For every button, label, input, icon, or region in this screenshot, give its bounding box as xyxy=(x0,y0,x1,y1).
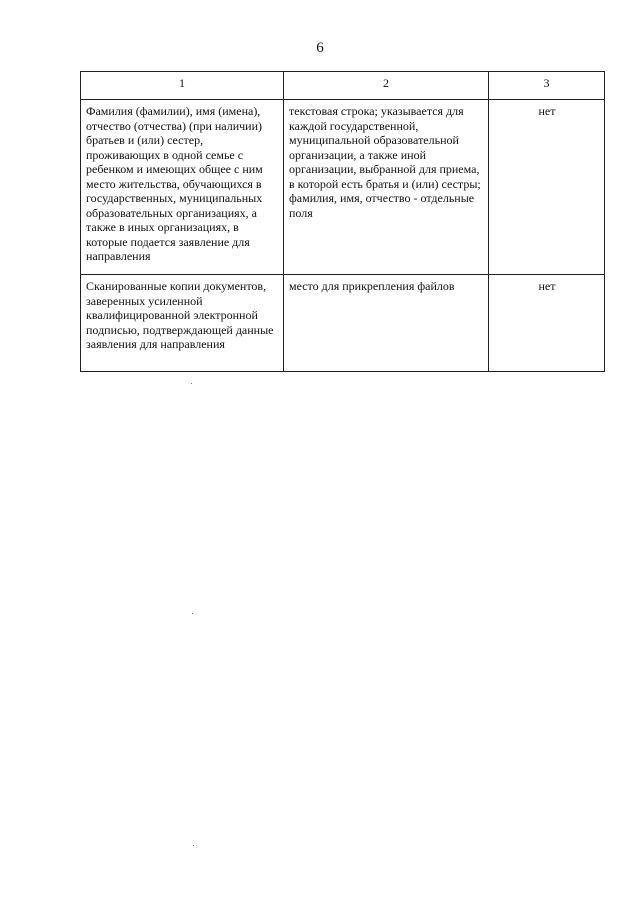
header-column-3: 3 xyxy=(489,72,605,100)
row-2-required: нет xyxy=(489,275,605,372)
header-column-1: 1 xyxy=(81,72,284,100)
scan-speck xyxy=(193,845,194,846)
data-table xyxy=(80,71,605,372)
header-column-2: 2 xyxy=(284,72,489,100)
table-row xyxy=(81,275,605,372)
page-number: 6 xyxy=(316,40,324,56)
row-1-field-name: Фамилия (фамилии), имя (имена), отчество (отчества) (при наличии) братьев и (или) сестер, проживающих в одной семье с ребенком и имеющих общее с ним место жительства, обучающихся в государственных, муниципальных образовательных организациях, а также в иных организациях, в которые подается заявление для направления xyxy=(81,100,284,275)
table-header-row xyxy=(81,72,605,100)
row-1-field-format: текстовая строка; указывается для каждой государственной, муниципальной образовательной организации, а также иной организации, выбранной для приема, в которой есть братья и (или) сестры; фамилия, имя, отчество - отдельные поля xyxy=(284,100,489,275)
table-row xyxy=(81,100,605,275)
row-2-field-format: место для прикрепления файлов xyxy=(284,275,489,372)
scan-speck xyxy=(191,383,192,384)
scan-speck xyxy=(192,613,193,614)
row-1-required: нет xyxy=(489,100,605,275)
row-2-field-name: Сканированные копии документов, заверенных усиленной квалифицированной электронной подписью, подтверждающей данные заявления для направления xyxy=(81,275,284,372)
